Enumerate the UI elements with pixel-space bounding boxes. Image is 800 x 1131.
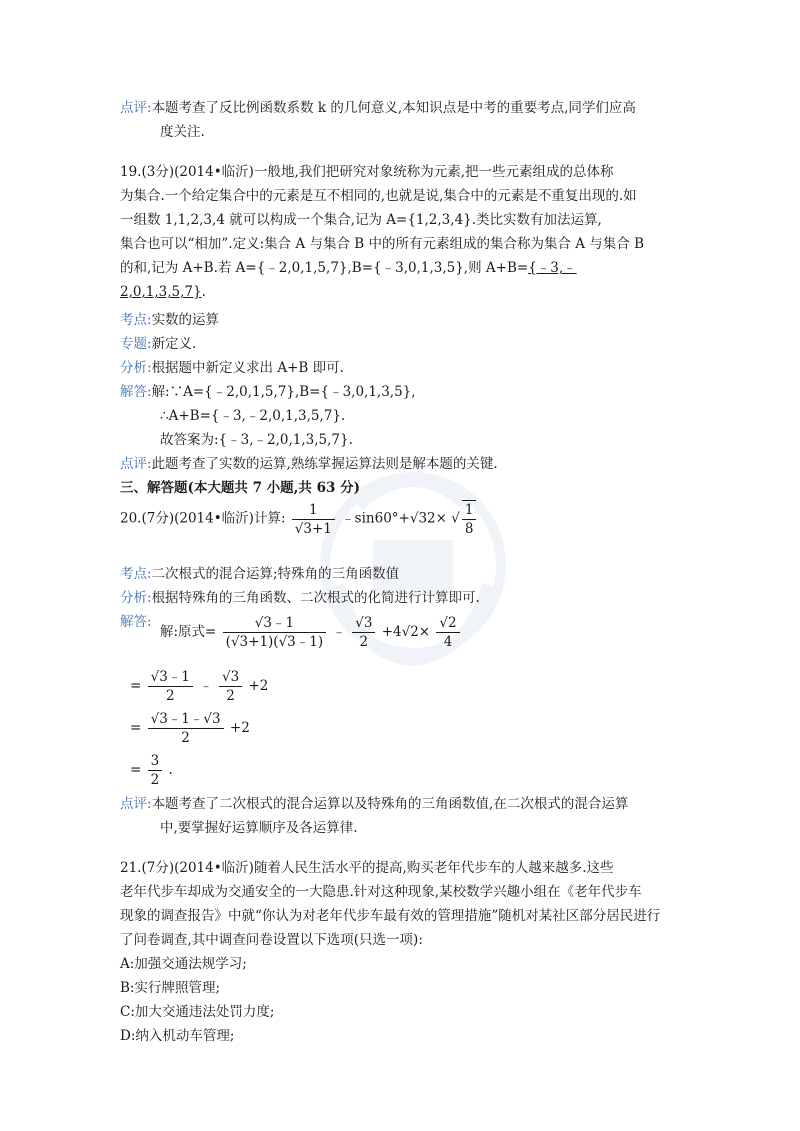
q20-stem: 20.(7分)(2014•临沂)计算: [120,510,286,527]
q21-line: 21.(7分)(2014•临沂)随着人民生活水平的提高,购买老年代步车的人越来越多.这些 [120,860,614,876]
q21-line: 老年代步车却成为交通安全的一大隐患.针对这种现象,某校数学兴趣小组在《老年代步车 [120,884,642,900]
section-heading: 三、解答题(本大题共 7 小题,共 63 分) [120,480,360,496]
q21-line: 了问卷调查,其中调查问卷设置以下选项(只选一项): [120,932,423,948]
fraction [219,668,242,705]
fraction-denominator: 2 [226,688,235,704]
fraction-numerator: √3 [352,614,375,633]
step-tail: +4√2× [381,624,431,640]
fenxi-text: 根据特殊角的三角函数、二次根式的化简进行计算即可. [151,590,480,606]
fraction-numerator: √3 [219,668,242,687]
fraction-numerator: √2 [436,614,459,633]
fraction-denominator: 2 [181,730,190,746]
dianping-label: 点评: [120,100,152,116]
fraction-denominator: 2 [359,634,369,650]
fraction-numerator: 1 [292,501,335,520]
jieda-label: 解答: [120,614,152,630]
kaodian-text: 实数的运算 [151,312,220,328]
fraction-numerator: √3﹣1 [148,668,193,687]
jieda-text: ∴A+B={﹣3,﹣2,0,1,3,5,7}. [160,408,346,424]
q20-expr: ﹣sin60°+√32× [341,510,447,527]
fraction-denominator: 2 [165,688,175,704]
q19-line: 为集合.一个给定集合中的元素是互不相同的,也就是说,集合中的元素是不重复出现的.如 [120,188,637,204]
fraction [148,668,193,705]
q21-option-d: D:纳入机动车管理; [120,1028,235,1044]
sqrt-fraction [462,500,477,538]
fraction-denominator: 2 [150,772,160,788]
fraction-numerator: √3﹣1﹣√3 [148,710,224,729]
kaodian-label: 考点: [120,312,152,328]
fraction-denominator: 4 [443,634,453,650]
fraction [223,614,326,651]
q21-option-a: A:加强交通法规学习; [120,956,247,972]
jieda-label: 解答: [120,384,152,400]
jieda-text: 故答案为:{﹣3,﹣2,0,1,3,5,7}. [160,432,353,448]
fraction [292,501,335,538]
fraction [352,614,375,651]
q20-comment [120,792,695,840]
q21-option-c: C:加大交通违法处罚力度; [120,1004,275,1020]
q21-option-b: B:实行牌照管理; [120,980,221,996]
solution-step-2 [130,668,268,705]
q19-solution [120,308,695,476]
equals-sign: = [130,678,142,694]
zhuanti-text: 新定义. [151,336,197,352]
comment-q18 [120,96,695,144]
dianping-text: 中,要掌握好运算顺序及各运算律. [160,820,358,836]
q21-line: 现象的调查报告》中就“你认为对老年代步车最有效的管理措施”随机对某社区部分居民进行 [120,908,661,924]
question-19 [120,160,695,304]
kaodian-label: 考点: [120,566,152,582]
fraction-numerator: √3﹣1 [223,614,326,633]
fraction [148,752,163,789]
minus-sign: ﹣ [332,624,346,640]
solution-step-3 [130,710,250,747]
fenxi-label: 分析: [120,360,152,376]
fenxi-text: 根据题中新定义求出 A+B 即可. [151,360,344,376]
jieda-text: 解:∵A={﹣2,0,1,5,7},B={﹣3,0,1,3,5}, [151,384,416,400]
step-tail: +2 [229,720,250,736]
q19-answer: {﹣3,﹣ [528,260,577,276]
kaodian-text: 二次根式的混合运算;特殊角的三角函数值 [151,566,400,582]
dianping-label: 点评: [120,456,152,472]
dianping-text: 此题考查了实数的运算,熟练掌握运算法则是解本题的关键. [151,456,498,472]
q19-line: 一组数 1,1,2,3,4 就可以构成一个集合,记为 A={1,2,3,4}.类比实数有加法运算, [120,212,602,228]
fraction [148,710,224,747]
fraction-numerator: 3 [148,752,163,771]
comment-text: 本题考查了反比例函数系数 k 的几何意义,本知识点是中考的重要考点,同学们应高 [151,100,636,116]
fraction [436,614,459,651]
step-tail: +2 [248,678,269,694]
q19-line: 集合也可以“相加”.定义:集合 A 与集合 B 中的所有元素组成的集合称为集合 A 与集合 B [120,236,645,252]
minus-sign: ﹣ [199,678,213,694]
comment-text-cont: 度关注. [160,124,205,140]
dianping-label: 点评: [120,796,152,812]
step-prefix: 解:原式= [160,624,217,640]
q19-answer-cont: 2,0,1,3,5,7} [120,284,202,300]
question-21 [120,856,695,1048]
fraction-denominator: (√3+1)(√3﹣1) [225,634,324,650]
q19-line: 的和,记为 A+B.若 A={﹣2,0,1,5,7},B={﹣3,0,1,3,5},则 A+B= [120,260,529,276]
question-20: 20.(7分)(2014•临沂)计算: $\frac{1}{√3+1}$ ﹣sin60°+√32× √ $\frac{1}{8}$ [120,500,695,538]
solution-step-1 [160,614,462,651]
zhuanti-label: 专题: [120,336,152,352]
solution-step-4 [130,752,173,789]
equals-sign: = [130,720,142,736]
step-tail: . [168,762,173,778]
fraction-denominator: 8 [464,521,474,537]
q19-line: 19.(3分)(2014•临沂)一般地,我们把研究对象统称为元素,把一些元素组成的总体称 [120,164,614,180]
fraction-numerator: 1 [462,501,477,520]
dianping-text: 本题考查了二次根式的混合运算以及特殊角的三角函数值,在二次根式的混合运算 [151,796,629,812]
equals-sign: = [130,762,142,778]
fenxi-label: 分析: [120,590,152,606]
fraction-denominator: √3+1 [294,520,332,537]
q19-end: . [201,284,206,300]
